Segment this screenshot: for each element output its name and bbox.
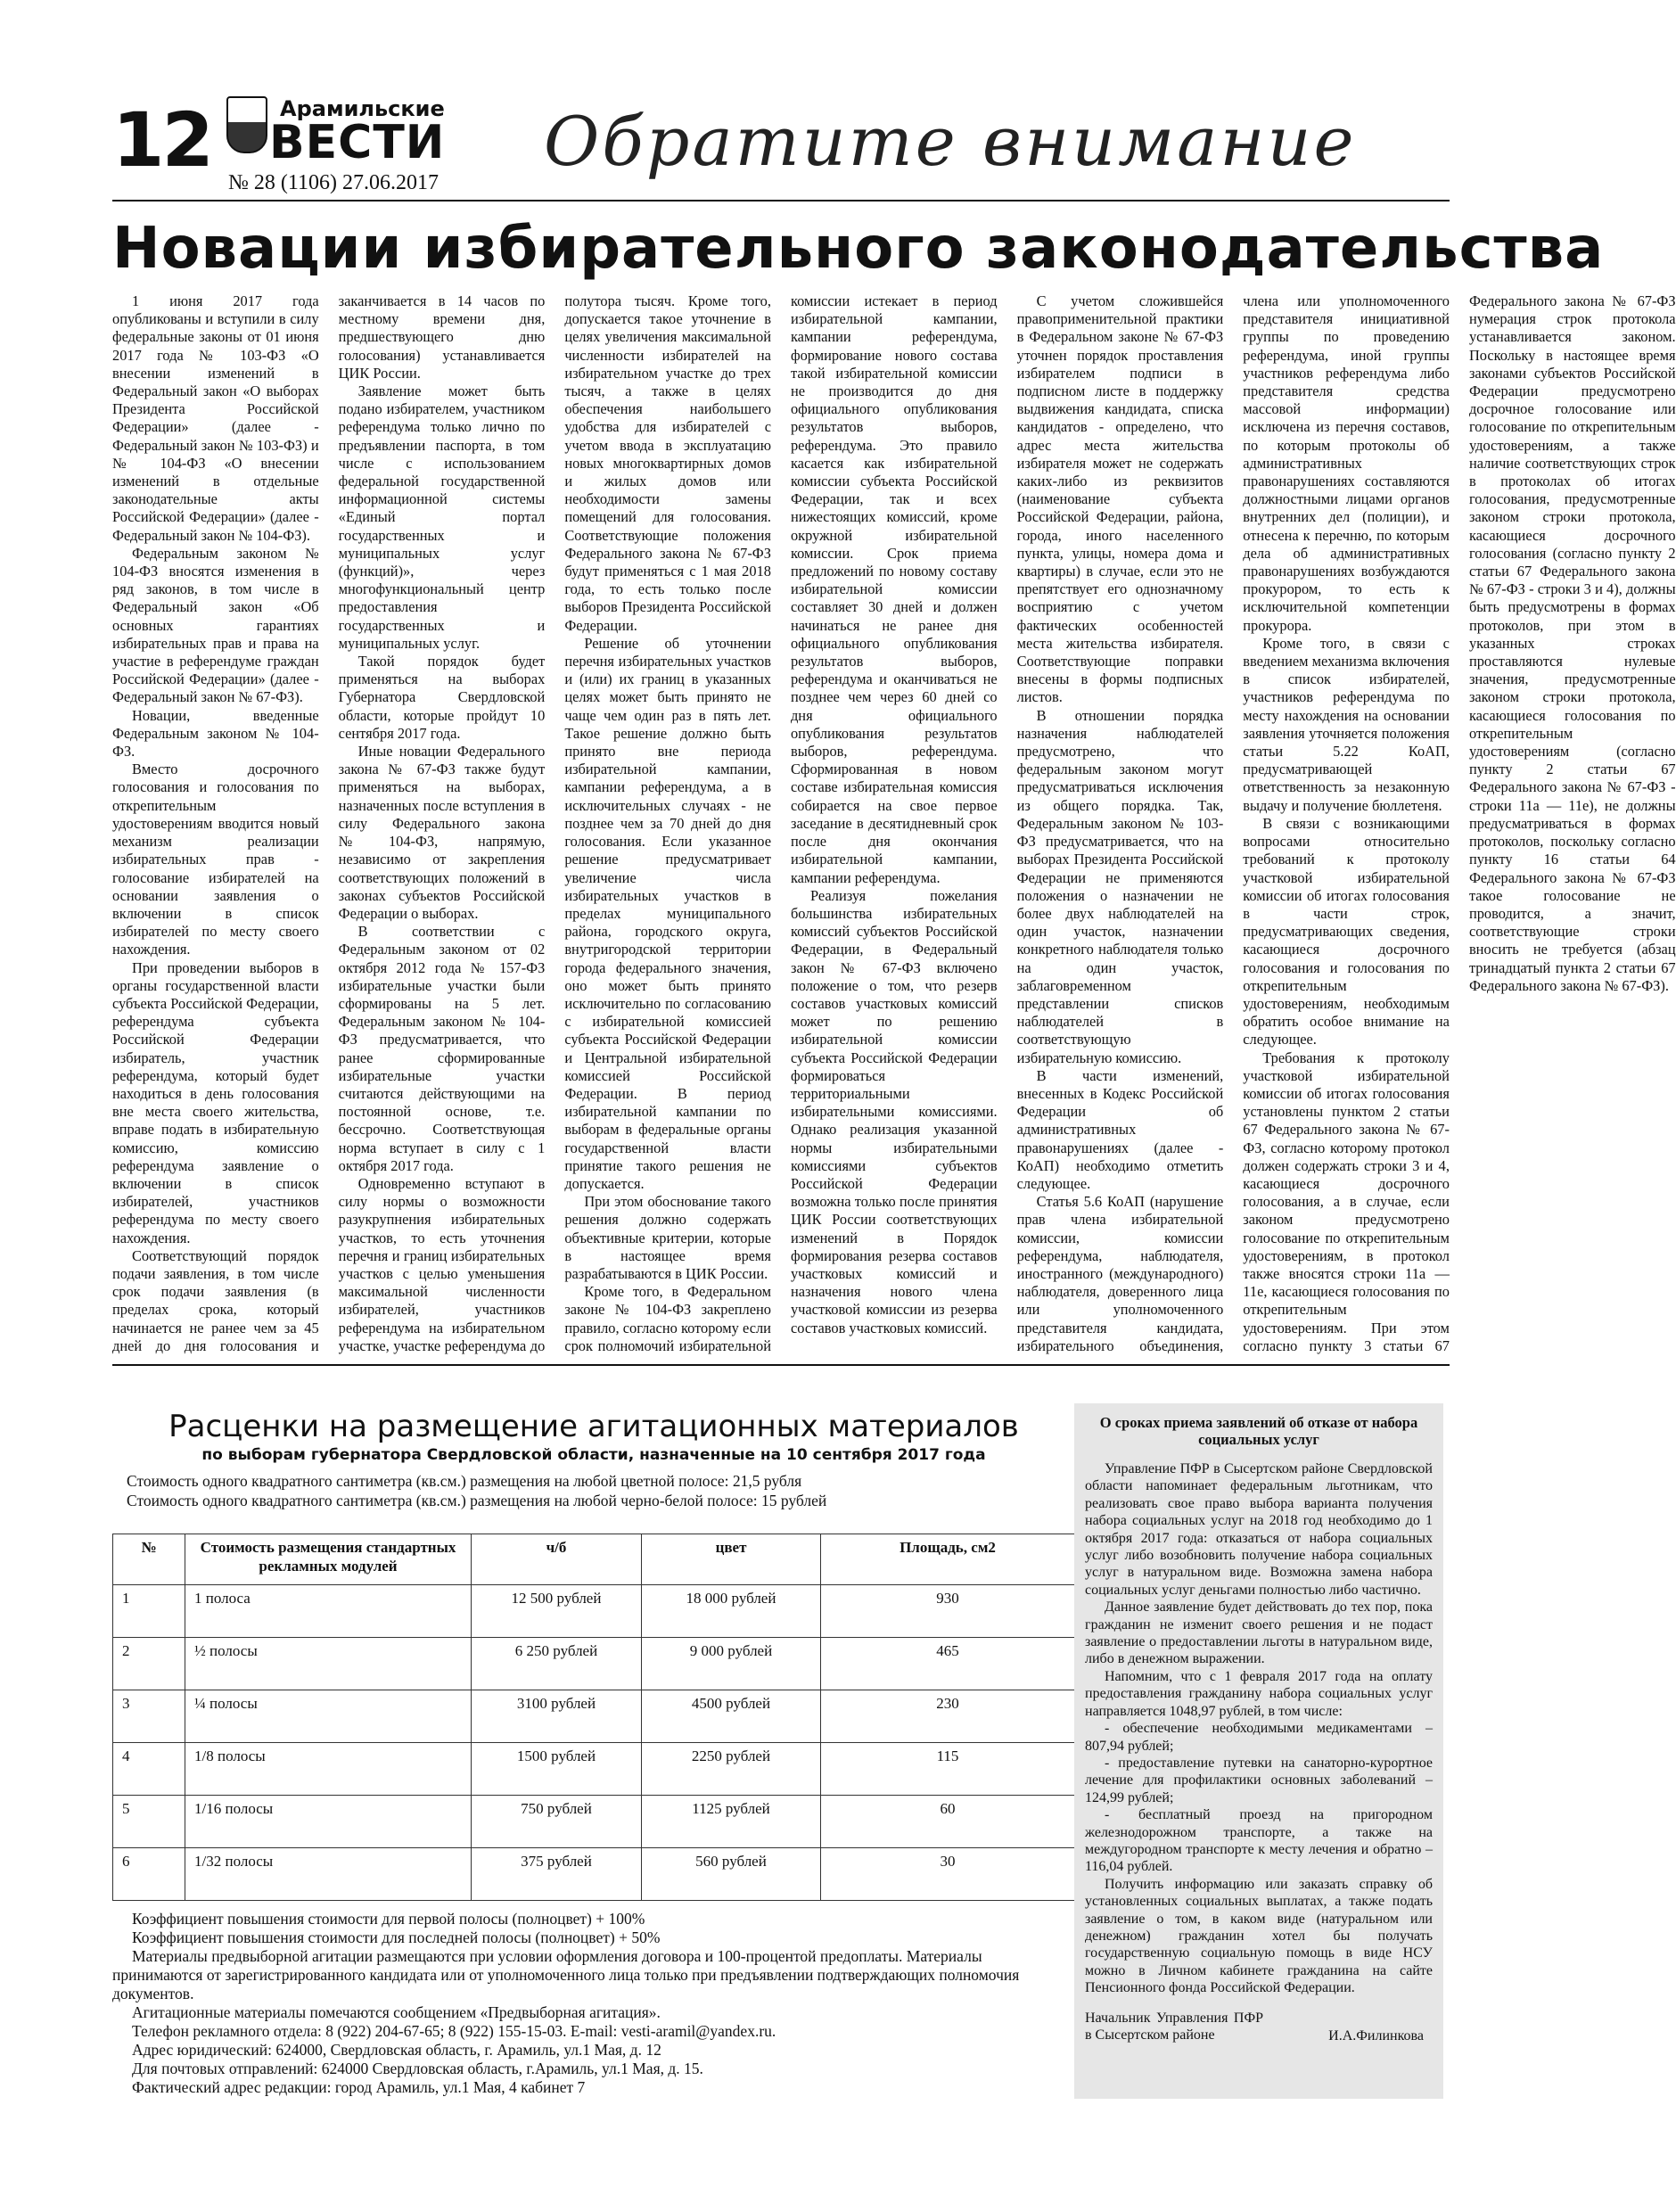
cell-bw: 750 рублей xyxy=(472,1796,642,1848)
cell-bw: 6 250 рублей xyxy=(472,1638,642,1690)
cell-number: 6 xyxy=(113,1848,185,1901)
pfr-notice-paragraph: Напомним, что с 1 февраля 2017 года на оплату предоставления гражданину набора социальных услуг направляется 1048,97 рублей, в том числе: xyxy=(1085,1668,1433,1719)
cell-area: 930 xyxy=(821,1585,1075,1638)
pfr-notice-paragraph: - предоставление путевки на санаторно-курортное лечение для профилактики основных заболеваний – 124,99 рублей; xyxy=(1085,1755,1433,1805)
cell-number: 2 xyxy=(113,1638,185,1690)
ad-footer xyxy=(112,1910,1075,2097)
article-paragraph: Заявление может быть подано избирателем, участником референдума только лично по предъявлении паспорта, в том числе с использованием федеральной государственной информационной системы «Единый портал государственных и муниципальных услуг (функций)», через многофункциональный центр предоставления государственных и муниципальных услуг. xyxy=(338,382,546,652)
pfr-notice-title: О сроках приема заявлений об отказе от набора социальных услуг xyxy=(1099,1414,1418,1448)
cell-area: 115 xyxy=(821,1743,1075,1796)
pfr-notice-paragraph: Данное заявление будет действовать до тех пор, пока гражданин не изменит своего решения и не подаст заявление о предоставлении льготы в натуральном виде, либо в денежном выражении. xyxy=(1085,1599,1433,1667)
cell-number: 1 xyxy=(113,1585,185,1638)
cell-color: 1125 рублей xyxy=(642,1796,821,1848)
col-header-bw: ч/б xyxy=(472,1534,642,1585)
table-row xyxy=(113,1796,1075,1848)
article-paragraph: Решение об уточнении перечня избирательных участков и (или) их границ в указанных целях может быть принято не чаще чем один раз в пять лет. Такое решение должно быть принято вне периода избирательной кампании, кампании референдума, а в исключительных случаях - не позднее чем за 70 дней до дня голосования. Если указанное решение предусматривает увеличение числа избирательных участков в пределах муниципального района, городского округа, внутригородской территории города федерального значения, оно может быть принято исключительно по согласованию с избирательной комиссией субъекта Российской Федерации и Центральной избирательной комиссией Российской Федерации. В период избирательной кампании по выборам в федеральные органы государственной власти принятие такого решения не допускается. xyxy=(564,634,771,1192)
article-paragraph: Кроме того, в Федеральном законе № 104-ФЗ закреплено правило, согласно которому если срок полномочий избирательной комиссии истекает в период избирательной кампании, кампании референдума, формирование нового состава такой избирательной комиссии не производится до дня официального опубликования результатов выборов, референдума. Это правило касается как избирательной комиссии субъекта Российской Федерации, так и всех нижестоящих комиссий, кроме окружной избирательной комиссии. Срок приема предложений по новому составу избирательной комиссии составляет 30 дней и должен начинаться не ранее дня официального опубликования результатов выборов, референдума и оканчиваться не позднее чем через 60 дней со дня официального опубликования результатов выборов, референдума. Сформированная в новом составе избирательная комиссия собирается на свое первое заседание в десятидневный срок после дня окончания избирательной кампании, кампании референдума. xyxy=(564,292,998,1354)
article-paragraph: Иные новации Федерального закона № 67-ФЗ также будут применяться на выборах, назначенных после вступления в силу Федерального закона №104-ФЗ, напрямую, независимо от закрепления соответствующих положений в законах субъектов Российской Федерации о выборах. xyxy=(338,743,546,922)
cell-area: 230 xyxy=(821,1690,1075,1743)
cell-bw: 3100 рублей xyxy=(472,1690,642,1743)
ad-footer-line: Адрес юридический: 624000, Свердловская область, г. Арамиль, ул.1 Мая, д. 12 xyxy=(132,2041,661,2059)
article-paragraph: В связи с возникающими вопросами относительно требований к протоколу участковой избирательной комиссии об итогах голосования в части строк, предусматривающих сведения, касающиеся досрочного голосования и голосования по открепительным удостоверениям, необходимым обратить особое внимание на следующее. xyxy=(1243,814,1450,1048)
cell-number: 4 xyxy=(113,1743,185,1796)
ad-footer-line: Коэффициент повышения стоимости для первой полосы (полноцвет) + 100% xyxy=(132,1910,645,1928)
cell-module: 1 полоса xyxy=(185,1585,472,1638)
table-row xyxy=(113,1690,1075,1743)
article-paragraph: Такой порядок будет применяться на выборах Губернатора Свердловской области, которые пройдут 10 сентября 2017 года. xyxy=(338,653,546,742)
pfr-notice-paragraph: - бесплатный проезд на пригородном железнодорожном транспорте, а также на междугородном транспорте к месту лечения и обратно – 116,04 рублей. xyxy=(1085,1807,1433,1875)
article-paragraph: В соответствии с Федеральным законом от 02 октября 2012 года № 157-ФЗ избирательные участки были сформированы на 5 лет. Федеральным законом № 104-ФЗ предусматривается, что ранее сформированные избирательные участки считаются действующими на постоянной основе, т.е. бессрочно. Соответствующая норма вступает в силу с 1 октября 2017 года. xyxy=(338,923,546,1174)
article-body xyxy=(112,292,1676,1359)
cell-area: 60 xyxy=(821,1796,1075,1848)
cell-bw: 1500 рублей xyxy=(472,1743,642,1796)
article-paragraph: Кроме того, в связи с введением механизма включения в список избирателей, участников референдума по месту нахождения на основании заявления уточняется положения статьи 5.22 КоАП, предусматривающей ответственность за незаконную выдачу и получение бюллетеня. xyxy=(1243,634,1450,814)
table-row xyxy=(113,1638,1075,1690)
brand-top: Арамильские xyxy=(280,96,445,121)
article-paragraph: Вместо досрочного голосования и голосования по открепительным удостоверениям вводится новый механизм реализации избирательных прав - голосование избирателей на основании заявления о включении в список избирателей по месту своего нахождения. xyxy=(112,761,319,958)
signature-block xyxy=(1085,2010,1433,2045)
article-paragraph: При проведении выборов в органы государственной власти субъекта Российской Федерации, референдума субъекта Российской Федерации избиратель, участник референдума, который будет находиться в день голосования вне места своего жительства, вправе подать в избирательную комиссию, комиссию референдума заявление о включении в список избирателей, участников референдума по месту своего нахождения. xyxy=(112,958,319,1246)
cell-number: 5 xyxy=(113,1796,185,1848)
price-table xyxy=(112,1534,1075,1901)
table-header-row xyxy=(113,1534,1075,1585)
pfr-notice xyxy=(1074,1403,1443,2099)
table-row xyxy=(113,1743,1075,1796)
article-paragraph: Требования к протоколу участковой избирательной комиссии об итогах голосования установлены пунктом 2 статьи 67 Федерального закона № 67-ФЗ, согласно которому протокол должен содержать строки 3 и 4, касающиеся досрочного голосования, а в случае, если законом предусмотрено голосование по открепительным удостоверениям, в протокол также вносятся строки 11а — 11е, касающиеся голосования по открепительным удостоверениям. При этом согласно пункту 3 статьи 67 Федерального закона № 67-ФЗ нумерация строк протокола устанавливается законом. Поскольку в настоящее время законами субъектов Российской Федерации предусмотрено досрочное голосование или голосование по открепительным удостоверениям, а также наличие соответствующих строк в протоколах об итогах голосования, предусмотренные законом строки протокола, касающиеся досрочного голосования (согласно пункту 2 статьи 67 Федерального закона № 67-ФЗ - строки 3 и 4), должны быть предусмотрены в формах протоколов, при этом в указанных строках проставляются нулевые значения, предусмотренные законом строки протокола, касающиеся голосования по открепительным удостоверениям (согласно пункту 2 статьи 67 Федерального закона № 67-ФЗ - строки 11а — 11е), не должны предусматриваться в формах протоколов, поскольку согласно пункту 16 статьи 64 Федерального закона № 67-ФЗ такое голосование не проводится, а значит, соответствующие строки вносить не требуется (абзац тринадцатый пункта 2 статьи 67 Федерального закона № 67-ФЗ). xyxy=(1243,292,1676,1354)
ad-footer-line: Для почтовых отправлений: 624000 Свердловская область, г.Арамиль, ул.1 Мая, д. 15. xyxy=(132,2060,703,2077)
cell-color: 18 000 рублей xyxy=(642,1585,821,1638)
col-header-number: № xyxy=(113,1534,185,1585)
ad-footer-line: Материалы предвыборной агитации размещаются при условии оформления договора и 100-процентой предоплаты. Материалы принимаются от зарегистрированного кандидата или от уполномоченного лица только при предъявлении подтверждающих полномочия документов. xyxy=(112,1947,1020,2002)
cell-color: 4500 рублей xyxy=(642,1690,821,1743)
article-paragraph: В отношении порядка назначения наблюдателей предусмотрено, что федеральным законом могут предусматриваться исключения из общего порядка. Так, Федеральным законом № 103-ФЗ предусматривается, что на выборах Президента Российской Федерации не применяются положения о назначении не более двух наблюдателей на один участок, назначении конкретного наблюдателя только на один участок, заблаговременном представлении списков наблюдателей в соответствующую избирательную комиссию. xyxy=(1016,706,1224,1066)
cell-module: 1/16 полосы xyxy=(185,1796,472,1848)
issue-info: № 28 (1106) 27.06.2017 xyxy=(228,171,439,194)
article-paragraph: Одновременно вступают в силу нормы о возможности разукрупнения избирательных участков, то есть уточнения перечня и границ избирательных участков с целью уменьшения максимальной численности избирателей, участников референдума на избирательном участке, участке референдума до полутора тысяч. Кроме того, допускается такое уточнение в целях увеличения максимальной численности избирателей на избирательном участке до трех тысяч, а также в целях обеспечения наибольшего удобства для избирателей с учетом ввода в эксплуатацию новых многоквартирных домов и жилых домов или необходимости замены помещений для голосования. Соответствующие положения Федерального закона № 67-ФЗ будут применяться с 1 мая 2018 года, то есть только после выборов Президента Российской Федерации. xyxy=(338,292,771,1354)
cell-bw: 375 рублей xyxy=(472,1848,642,1901)
table-row xyxy=(113,1585,1075,1638)
table-row xyxy=(113,1848,1075,1901)
cell-bw: 12 500 рублей xyxy=(472,1585,642,1638)
pfr-notice-paragraph: Управление ПФР в Сысертском районе Свердловской области напоминает федеральным льготникам, что реализовать свое право выбора варианта получения набора социальных услуг на 2018 год необходимо до 1 октября 2017 года: отказаться от набора социальных услуг либо возобновить получение набора социальных услуг в натуральном виде. Возможна замена набора социальных услуг деньгами полностью либо частично. xyxy=(1085,1461,1433,1598)
article-paragraph: Соответствующий порядок подачи заявления, в том числе срок подачи заявления (в пределах срока, который начинается не ранее чем за 45 дней до дня голосования и заканчивается в 14 часов по местному времени дня, предшествующего дню голосования) устанавливается ЦИК России. xyxy=(112,292,546,1354)
signature-title: Начальник Управления ПФР в Сысертском районе xyxy=(1085,2010,1263,2043)
header-rule xyxy=(112,200,1450,201)
section-divider xyxy=(112,1364,1450,1366)
ad-footer-line: Фактический адрес редакции: город Арамиль, ул.1 Мая, 4 кабинет 7 xyxy=(132,2078,586,2096)
ad-title: Расценки на размещение агитационных материалов xyxy=(168,1409,1019,1444)
pfr-notice-paragraph: - обеспечение необходимыми медикаментами – 807,94 рублей; xyxy=(1085,1721,1433,1754)
coat-of-arms-icon xyxy=(226,96,267,153)
cost-bw: Стоимость одного квадратного сантиметра (кв.см.) размещения на любой черно-белой полосе: 15 рублей xyxy=(127,1492,827,1509)
pfr-notice-paragraph: Получить информацию или заказать справку об установленных социальных выплатах, а также подать заявление о том, в каком виде (натуральном или денежном) гражданин хотел бы получать государственную социальную помощь в виде НСУ можно в Личном кабинете гражданина на сайте Пенсионного фонда Российской Федерации. xyxy=(1085,1876,1433,1996)
ad-footer-line: Коэффициент повышения стоимости для последней полосы (полноцвет) + 50% xyxy=(132,1928,661,1946)
cell-area: 465 xyxy=(821,1638,1075,1690)
cell-module: ¼ полосы xyxy=(185,1690,472,1743)
article-paragraph: Федеральным законом № 104-ФЗ вносятся изменения в ряд законов, в том числе в Федеральный закон «Об основных гарантиях избирательных прав и права на участие в референдуме граждан Российской Федерации» (далее - Федеральный закон № 67-ФЗ). xyxy=(112,544,319,706)
cost-color: Стоимость одного квадратного сантиметра (кв.см.) размещения на любой цветной полосе: 21,5 рубля xyxy=(127,1472,802,1490)
cell-color: 560 рублей xyxy=(642,1848,821,1901)
article-paragraph: Статья 5.6 КоАП (нарушение прав члена избирательной комиссии, комиссии референдума, наблюдателя, иностранного (международного) наблюдателя, доверенного лица или уполномоченного представителя кандидата, избирательного объединения, члена или уполномоченного представителя инициативной группы по проведению референдума, иной группы участников референдума либо представителя средства массовой информации) исключена из перечня составов, по которым протоколы об административных правонарушениях составляются должностными лицами органов внутренних дел (полиции), и отнесена к перечню, по которым дела об административных правонарушениях возбуждаются прокурором, то есть к исключительной компетенции прокурора. xyxy=(1016,292,1450,1354)
article-paragraph: 1 июня 2017 года опубликованы и вступили в силу федеральные законы от 01 июня 2017 года № 103-ФЗ «О внесении изменений в Федеральный закон «О выборах Президента Российской Федерации» (далее - Федеральный закон № 103-ФЗ) и № 104-ФЗ «О внесении изменений в отдельные законодательные акты Российской Федерации» (далее - Федеральный закон № 104-ФЗ). xyxy=(112,292,319,544)
article-paragraph: При этом обоснование такого решения должно содержать объективные критерии, которые в настоящее время разрабатываются в ЦИК России. xyxy=(564,1193,771,1282)
cell-color: 9 000 рублей xyxy=(642,1638,821,1690)
article-paragraph: С учетом сложившейся правоприменительной практики в Федеральном законе № 67-ФЗ уточнен порядок проставления избирателем подписи в подписном листе в поддержку выдвижения кандидата, списка кандидатов - определено, что адрес места жительства избирателя может не содержать каких-либо из реквизитов (наименование субъекта Российской Федерации, района, города, иного населенного пункта, улицы, номера дома и квартиры) в случае, если это не препятствует его однозначному восприятию с учетом фактических особенностей места жительства избирателя. Соответствующие поправки внесены в формы подписных листов. xyxy=(1016,292,1224,706)
signature-name: И.А.Филинкова xyxy=(1328,2028,1424,2044)
article-paragraph: В части изменений, внесенных в Кодекс Российской Федерации об административных правонарушениях (далее - КоАП) необходимо отметить следующее. xyxy=(1016,1066,1224,1192)
section-title: Обратите внимание xyxy=(544,102,1357,181)
cell-module: 1/32 полосы xyxy=(185,1848,472,1901)
article-paragraph: Реализуя пожелания большинства избирательных комиссий субъектов Российской Федерации, в Федеральный закон № 67-ФЗ включено положение о том, что резерв составов участковых комиссий может по решению избирательной комиссии субъекта Российской Федерации формироваться территориальными избирательными комиссиями. Однако реализация указанной нормы избирательными комиссиями субъектов Российской Федерации возможна только после принятия ЦИК России соответствующих изменений в Порядок формирования резерва составов участковых комиссий и назначения нового члена участковой комиссии из резерва составов участковых комиссий. xyxy=(790,886,998,1336)
page-number: 12 xyxy=(112,96,211,184)
brand-main: ВЕСТИ xyxy=(269,116,446,169)
headline: Новации избирательного законодательства xyxy=(112,216,1605,282)
col-header-color: цвет xyxy=(642,1534,821,1585)
ad-subtitle: по выборам губернатора Свердловской области, назначенные на 10 сентября 2017 года xyxy=(201,1446,986,1464)
article-paragraph: Новации, введенные Федеральным законом № 104-ФЗ. xyxy=(112,706,319,761)
ad-footer-line: Телефон рекламного отдела: 8 (922) 204-67-65; 8 (922) 155-15-03. E-mail: vesti-aramil@yandex.ru. xyxy=(132,2022,776,2040)
ad-footer-line: Агитационные материалы помечаются сообщением «Предвыборная агитация». xyxy=(132,2003,661,2021)
cell-area: 30 xyxy=(821,1848,1075,1901)
cell-module: 1/8 полосы xyxy=(185,1743,472,1796)
col-header-module: Стоимость размещения стандартных рекламных модулей xyxy=(185,1534,472,1585)
cell-color: 2250 рублей xyxy=(642,1743,821,1796)
cell-number: 3 xyxy=(113,1690,185,1743)
masthead xyxy=(112,89,1450,203)
col-header-area: Площадь, см2 xyxy=(821,1534,1075,1585)
cell-module: ½ полосы xyxy=(185,1638,472,1690)
